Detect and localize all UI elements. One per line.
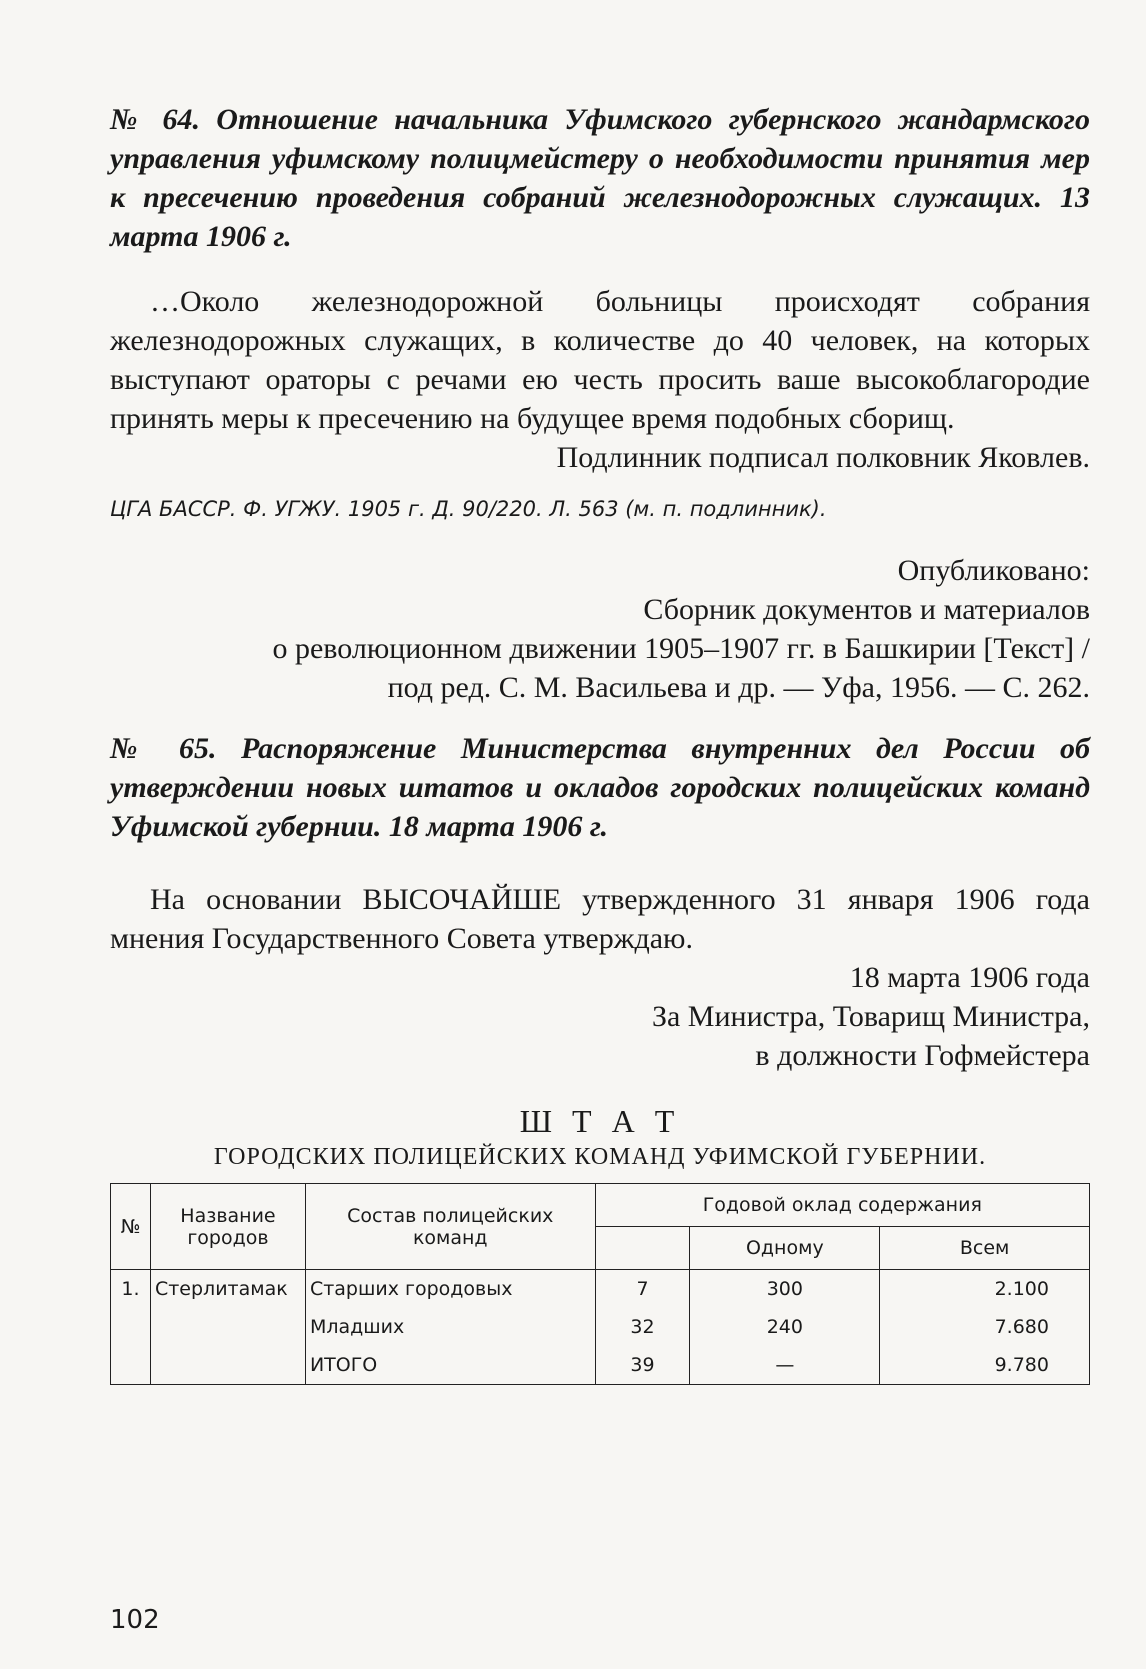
shtat-subtitle: ГОРОДСКИХ ПОЛИЦЕЙСКИХ КОМАНД УФИМСКОЙ ГУБЕРНИИ.	[213, 1144, 987, 1170]
cell-per-one: 240	[690, 1308, 880, 1346]
cell-rank: Младших	[305, 1308, 595, 1346]
header-city: Название городов	[150, 1184, 305, 1270]
cell-count: 39	[595, 1346, 690, 1385]
cell-total: 7.680	[880, 1308, 1090, 1346]
cell-per-one: —	[690, 1346, 880, 1385]
doc65-signature-line1: За Министра, Товарищ Министра,	[651, 1000, 1090, 1033]
cell-num	[111, 1308, 151, 1346]
cell-num: 1.	[111, 1270, 151, 1309]
cell-total: 2.100	[880, 1270, 1090, 1309]
publication-label: Опубликовано:	[897, 554, 1090, 587]
shtat-title: Ш Т А Т	[519, 1103, 681, 1139]
doc64-archive-reference: ЦГА БАССР. Ф. УГЖУ. 1905 г. Д. 90/220. Л. 563 (м. п. подлинник).	[110, 497, 827, 521]
cell-num	[111, 1346, 151, 1385]
cell-rank: ИТОГО	[305, 1346, 595, 1385]
publication-line: Сборник документов и материалов	[643, 593, 1090, 626]
cell-count: 7	[595, 1270, 690, 1309]
table-row	[111, 1308, 1090, 1346]
cell-count: 32	[595, 1308, 690, 1346]
header-empty	[595, 1227, 690, 1270]
doc65-date: 18 марта 1906 года	[849, 961, 1090, 994]
header-composition: Состав полицейских команд	[305, 1184, 595, 1270]
doc64-heading: № 64. Отношение начальника Уфимского губернского жандармского управления уфимскому полицмейстеру о необходимости принятия мер к пресечению проведения собраний железнодорожных служащих. 13 марта 1906 г.	[110, 103, 1090, 253]
cell-total: 9.780	[880, 1346, 1090, 1385]
header-num: №	[111, 1184, 151, 1270]
doc65-body: На основании ВЫСОЧАЙШЕ утвержденного 31 января 1906 года мнения Государственного Совета утверждаю.	[110, 883, 1090, 955]
table-row	[111, 1346, 1090, 1385]
header-salary: Годовой оклад содержания	[595, 1184, 1089, 1227]
cell-city	[150, 1346, 305, 1385]
page-content	[110, 100, 1090, 1385]
doc64-body: …Около железнодорожной больницы происходят собрания железнодорожных служащих, в количестве до 40 человек, на которых выступают ораторы с речами ею честь просить ваше высокоблагородие принять меры к пресечению на будущее время подобных сборищ.	[110, 285, 1090, 435]
doc64-publication	[110, 551, 1090, 707]
cell-city: Стерлитамак	[150, 1270, 305, 1309]
doc65-heading: № 65. Распоряжение Министерства внутренних дел России об утверждении новых штатов и окладов городских полицейских команд Уфимской губернии. 18 марта 1906 г.	[110, 732, 1090, 843]
header-per-one: Одному	[690, 1227, 880, 1270]
publication-line: о революционном движении 1905–1907 гг. в Башкирии [Текст] /	[272, 632, 1090, 665]
doc65-signature-line2: в должности Гофмейстера	[755, 1039, 1090, 1072]
page-number: 102	[110, 1605, 160, 1635]
cell-city	[150, 1308, 305, 1346]
cell-rank: Старших городовых	[305, 1270, 595, 1309]
publication-line: под ред. С. М. Васильева и др. — Уфа, 1956. — С. 262.	[387, 671, 1090, 704]
shtat-table	[110, 1183, 1090, 1385]
header-total: Всем	[880, 1227, 1090, 1270]
cell-per-one: 300	[690, 1270, 880, 1309]
table-row	[111, 1270, 1090, 1309]
doc64-signature: Подлинник подписал полковник Яковлев.	[556, 441, 1090, 474]
